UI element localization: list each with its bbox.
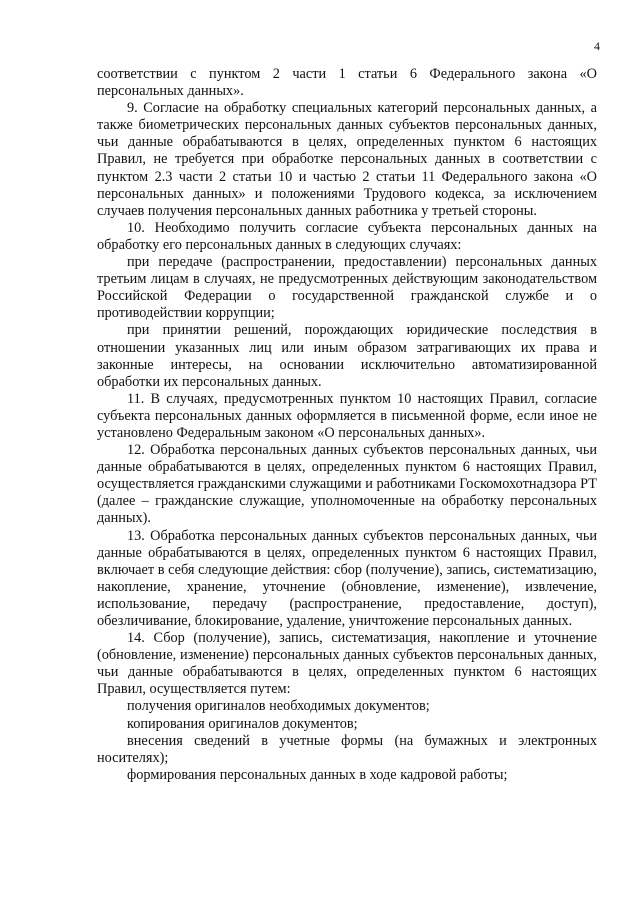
- paragraph-14-item-3: внесения сведений в учетные формы (на бумажных и электронных носителях);: [97, 732, 597, 766]
- paragraph-continuation: соответствии с пунктом 2 части 1 статьи 6 Федерального закона «О персональных данных».: [97, 66, 597, 100]
- paragraph-10-item-2: при принятии решений, порождающих юридические последствия в отношении указанных лиц или иным образом затрагивающих их права и законные интересы, на основании исключительно автоматизированной обработки их персональных данных.: [97, 322, 597, 390]
- paragraph-14-item-1: получения оригиналов необходимых документов;: [127, 698, 430, 715]
- paragraph-10: 10. Необходимо получить согласие субъекта персональных данных на обработку его персональных данных в следующих случаях:: [97, 219, 597, 253]
- paragraph-11: 11. В случаях, предусмотренных пунктом 10 настоящих Правил, согласие субъекта персональных данных оформляется в письменной форме, если иное не установлено Федеральным законом «О персональных данных».: [97, 390, 597, 441]
- page-number: 4: [594, 39, 600, 53]
- paragraph-14-item-2: копирования оригиналов документов;: [127, 715, 358, 732]
- paragraph-9: 9. Согласие на обработку специальных категорий персональных данных, а также биометрических персональных данных субъектов персональных данных, чьи данные обрабатываются в целях, определенных пунктом 6 настоящих Правил, не требуется при обработке персональных данных в соответствии с пунктом 2.3 части 2 статьи 10 и частью 2 статьи 11 Федерального закона «О персональных данных» и положениями Трудового кодекса, за исключением случаев получения персональных данных работника у третьей стороны.: [97, 100, 597, 219]
- paragraph-14-item-4: формирования персональных данных в ходе кадровой работы;: [127, 766, 508, 783]
- paragraph-12: 12. Обработка персональных данных субъектов персональных данных, чьи данные обрабатываются в целях, определенных пунктом 6 настоящих Правил, осуществляется гражданскими служащими и работниками Госкомохотнадзора РТ (далее – гражданские служащие, уполномоченные на обработку персональных данных).: [97, 442, 597, 527]
- paragraph-14: 14. Сбор (получение), запись, систематизация, накопление и уточнение (обновление, изменение) персональных данных субъектов персональных данных, чьи данные обрабатываются в целях, определенных пунктом 6 настоящих Правил, осуществляется путем:: [97, 630, 597, 698]
- paragraph-10-item-1: при передаче (распространении, предоставлении) персональных данных третьим лицам в случаях, не предусмотренных действующим законодательством Российской Федерации о государственной гражданской службе и о противодействии коррупции;: [97, 254, 597, 322]
- paragraph-13: 13. Обработка персональных данных субъектов персональных данных, чьи данные обрабатываются в целях, определенных пунктом 6 настоящих Правил, включает в себя следующие действия: сбор (получение), запись, систематизацию, накопление, хранение, уточнение (обновление, изменение), извлечение, использование, передачу (распространение, предоставление, доступ), обезличивание, блокирование, удаление, уничтожение персональных данных.: [97, 527, 597, 629]
- document-body: [97, 66, 597, 784]
